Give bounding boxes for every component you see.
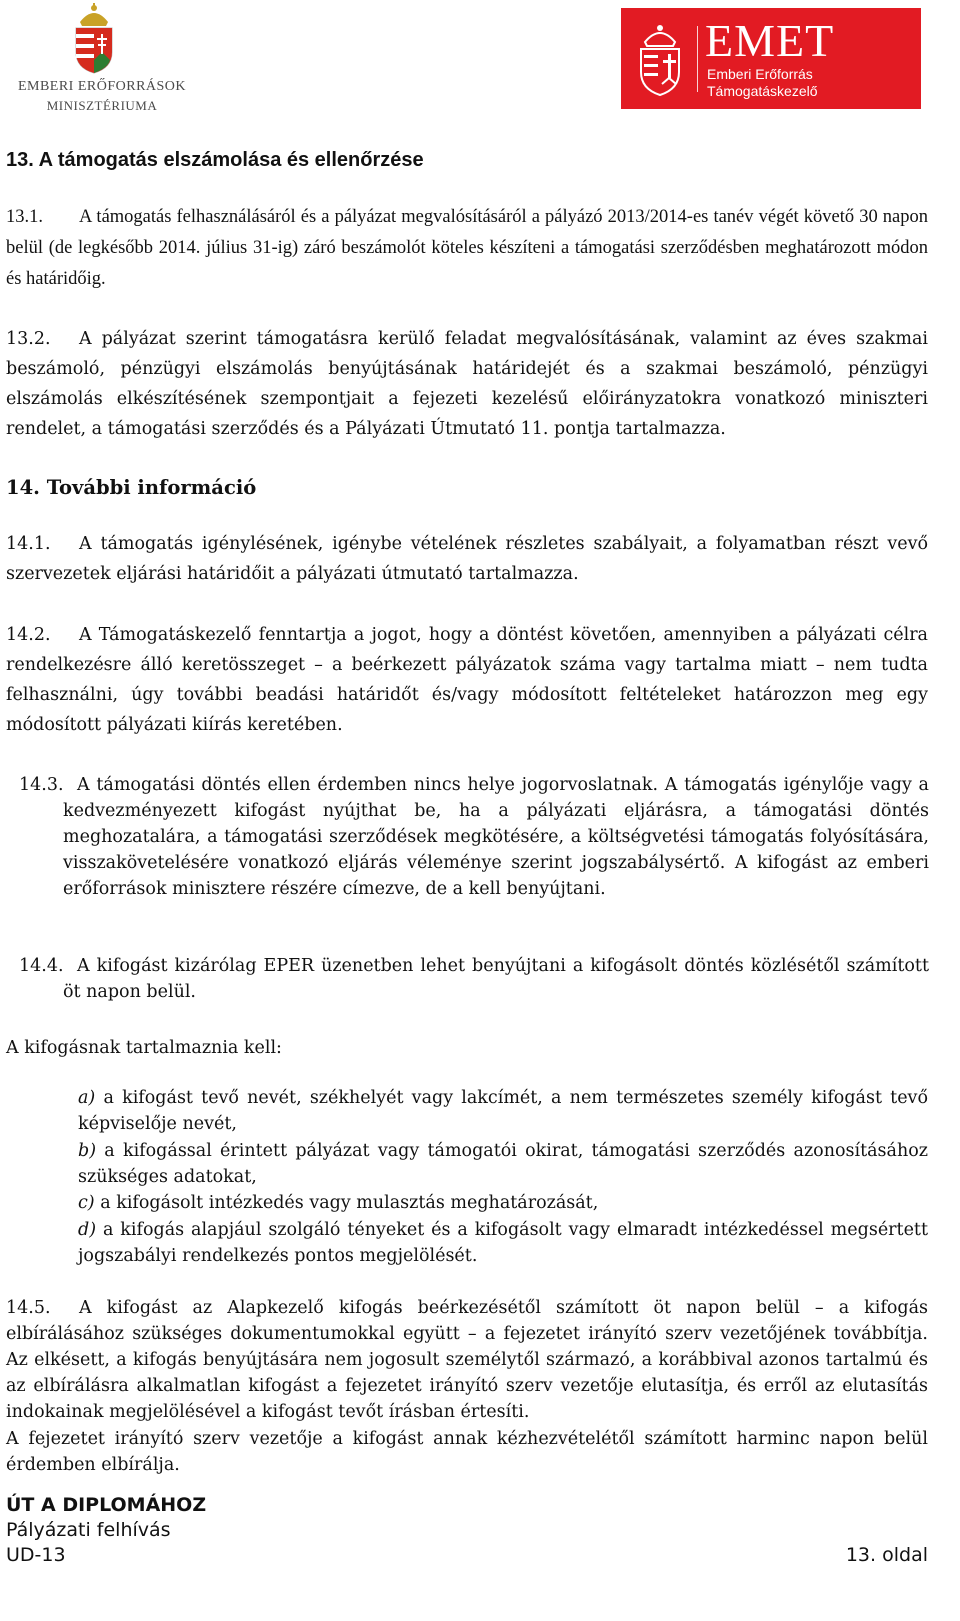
list-item [78,1085,928,1137]
emet-subtitle-1: Emberi Erőforrás [707,66,813,82]
paragraph-14-1 [6,529,928,589]
paragraph-text: A pályázat szerint támogatásra kerülő feladat megvalósításának, valamint az éves szakmai beszámoló, pénzügyi elszámolás benyújtásának határidejét és a szakmai beszámoló, pénzügyi elszámolás elkészítésének szempontjait a fejezeti kezelésű előirányzatokra vonatkozó miniszteri rendelet, a támogatási szerződés és a Pályázati Útmutató 11. pontja tartalmazza. [6,329,928,439]
paragraph-text: A kifogást kizárólag EPER üzenetben lehet benyújtani a kifogásolt döntés közlésétől számított öt napon belül. [63,956,929,1002]
list-intro: A kifogásnak tartalmaznia kell: [6,1038,282,1058]
section-14-title: 14. További információ [6,476,257,499]
list-marker: b) [78,1141,97,1161]
list-text: a kifogást tevő nevét, székhelyét vagy lakcímét, a nem természetes személy kifogást tevő képviselője nevét, [78,1088,928,1134]
list-marker: c) [78,1193,95,1213]
paragraph-14-2 [6,620,928,740]
paragraph-number: 14.3. [19,775,64,795]
list-item [78,1190,928,1216]
paragraph-number: 14.1. [6,534,51,554]
paragraph-text: A támogatás felhasználásáról és a pályázat megvalósításáról a pályázó 2013/2014-es tanév végét követő 30 napon belül (de legkésőbb 2014. július 31-ig) záró beszámolót köteles készíteni a támogatási szerződésben meghatározott módon és határidőig. [6,207,928,289]
paragraph-number: 14.4. [19,956,64,976]
paragraph-text: A támogatás igénylésének, igénybe vételének részletes szabályait, a folyamatban részt vevő szervezetek eljárási határidőit a pályázati útmutató tartalmazza. [6,534,928,584]
paragraph-number: 14.2. [6,625,51,645]
ministry-logo [8,0,187,116]
paragraph-text: A kifogást az Alapkezelő kifogás beérkezésétől számított öt napon belül – a kifogás elbírálásához szükséges dokumentumokkal együtt – a fejezetet irányító szerv vezetőjének továbbítja. Az elkésett, a kifogás benyújtására nem jogosult személytől származó, a korábbival azonos tartalmú és az elbírálásra alkalmatlan kifogást a fejezetet irányító szerv vezetője elutasítja, és erről az elutasítás indokainak megjelölésével a kifogást tevőt írásban értesíti. [6,1298,928,1422]
list-marker: a) [78,1088,96,1108]
ministry-name-line1: EMBERI ERŐFORRÁSOK [17,79,187,94]
paragraph-14-3 [19,772,929,902]
paragraph-text: A támogatási döntés ellen érdemben nincs helye jogorvoslatnak. A támogatás igénylője vagy a kedvezményezett kifogást nyújthat be, ha a pályázati eljárásra, a támogatási döntés meghozatalára, a támogatási szerződések megkötésére, a költségvetési támogatás folyósítására, visszakövetelésére vonatkozó eljárás véleménye szerint jogszabálysértő. A kifogást az emberi erőforrások minisztere részére címezve, de a kell benyújtani. [63,775,929,899]
ministry-name [16,77,188,115]
paragraph-number: 13.1. [6,207,43,227]
paragraph-number: 14.5. [6,1298,51,1318]
ministry-name-line2: MINISZTÉRIUMA [46,98,158,113]
list-marker: d) [78,1220,97,1240]
paragraph-number: 13.2. [6,329,51,349]
footer-title: ÚT A DIPLOMÁHOZ [6,1494,207,1516]
list-item [78,1138,928,1190]
emet-crest-icon [635,22,685,96]
list-text: a kifogás alapjául szolgáló tényeket és a kifogásolt vagy elmaradt intézkedéssel megsértett jogszabályi rendelkezés pontos megjelölését. [78,1220,928,1266]
footer-subtitle: Pályázati felhívás [6,1519,171,1541]
list-text: a kifogással érintett pályázat vagy támogatói okirat, támogatási szerződés azonosításához szükséges adatokat, [78,1141,928,1187]
footer-code: UD-13 [6,1544,66,1566]
footer-page-number: 13. oldal [845,1544,928,1566]
paragraph-13-1 [6,202,928,295]
emet-divider [697,26,698,92]
list-item [78,1217,928,1269]
paragraph-14-4 [19,953,929,1005]
emet-subtitle-2: Támogatáskezelő [707,83,818,99]
paragraph-14-5 [6,1295,928,1425]
section-13-title: 13. A támogatás elszámolása és ellenőrzése [6,149,424,171]
list-text: a kifogásolt intézkedés vagy mulasztás meghatározását, [100,1193,599,1213]
emet-brand: EMET [705,15,835,66]
emet-logo [621,8,921,109]
paragraph-text: A Támogatáskezelő fenntartja a jogot, hogy a döntést követően, amennyiben a pályázati célra rendelkezésre álló keretösszeget – a beérkezett pályázatok száma vagy tartalma miatt – nem tudta felhasználni, úgy további beadási határidőt és/vagy módosított feltételeket határozzon meg egy módosított pályázati kiírás keretében. [6,625,928,735]
paragraph-14-5-continued: A fejezetet irányító szerv vezetője a kifogást annak kézhezvételétől számított harminc napon belül érdemben elbírálja. [6,1429,928,1475]
paragraph-13-2 [6,324,928,444]
coat-of-arms-icon [70,2,118,74]
